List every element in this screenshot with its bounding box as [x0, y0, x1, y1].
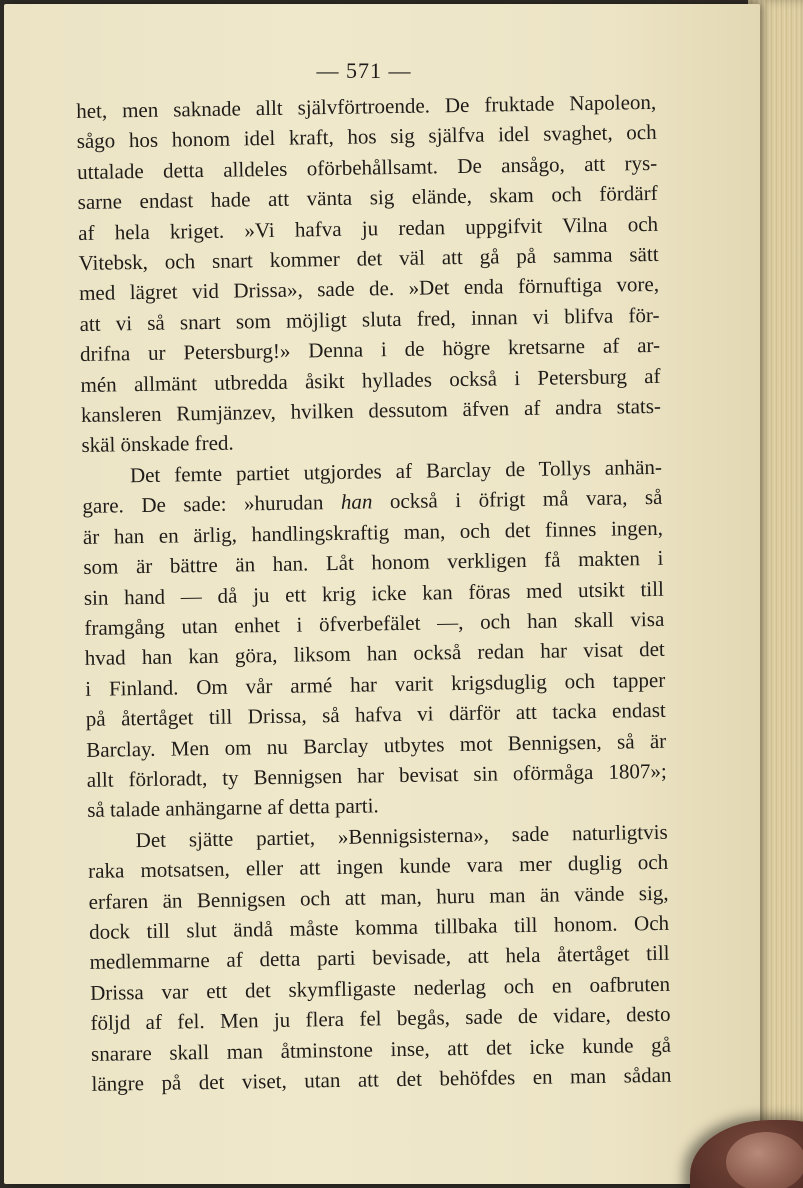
text-line: skäl önskade fred. — [81, 431, 234, 458]
text-line: i Finland. Om vår armé har varit krigsduglig och tapper — [85, 667, 666, 701]
text-line: mén allmänt utbredda åsikt hyllades också i Petersburg af — [80, 363, 661, 397]
text-line: Vitebsk, och snart kommer det väl att gå på samma sätt — [78, 241, 659, 276]
text-fragment: gare. De sade: »hurudan — [82, 490, 324, 519]
text-line: med lägret vid Drissa», sade de. »Det enda förnuftiga vore, — [78, 272, 660, 306]
text-line: erfaren än Bennigsen och att man, huru man än vände sig, — [88, 880, 669, 914]
text-line: Barclay. Men om nu Barclay utbytes mot Bennigsen, så är — [86, 728, 667, 762]
text-line: uttalade detta alldeles oförbehållsamt. De ansågo, att rys- — [77, 150, 658, 184]
text-line: Drissa var ett det skymfligaste nederlag och en oafbruten — [89, 971, 671, 1005]
text-line: följd af fel. Men ju flera fel begås, sade de vidare, desto — [90, 1001, 671, 1036]
text-line: het, men saknade allt självförtroende. De fruktade Napoleon, — [76, 89, 657, 123]
text-line: längre på det viset, utan att det behöfdes en man sådan — [91, 1062, 672, 1096]
text-line: drifna ur Petersburg!» Denna i de högre kretsarne af ar- — [79, 333, 661, 367]
text-line: allt förloradt, ty Bennigsen har bevisat sin oförmåga 1807»; — [86, 758, 667, 792]
page-number: — 571 — — [316, 58, 412, 83]
text-line: att vi så snart som möjligt sluta fred, innan vi blifva för- — [79, 302, 660, 336]
text-fragment: också i öfrigt må vara, så — [389, 485, 663, 514]
book-page — [4, 4, 760, 1184]
text-line: Det femte partiet utgjordes af Barclay de Tollys anhän- — [129, 454, 663, 488]
body-text — [76, 87, 672, 1099]
text-line: så talade anhängarne af detta parti. — [87, 793, 379, 823]
text-line: medlemmarne af detta parti bevisade, att hela återtåget till — [89, 941, 670, 975]
text-line: är han en ärlig, handlingskraftig man, och det finnes ingen, — [82, 515, 664, 549]
text-line: sågo hos honom idel kraft, hos sig själfva idel svaghet, och — [76, 120, 657, 154]
text-line: sarne endast hade att vänta sig elände, skam och fördärf — [77, 181, 658, 215]
text-line: raka motsatsen, eller att ingen kunde vara mer duglig och — [87, 849, 669, 884]
text-line: snarare skall man åtminstone inse, att det icke kunde gå — [90, 1032, 672, 1066]
text-line: af hela kriget. »Vi hafva ju redan uppgifvit Vilna och — [77, 211, 659, 245]
italic-word: han — [340, 489, 373, 515]
text-line: sin hand — då ju ett krig icke kan föras med utsikt till — [83, 576, 664, 610]
text-line: Det sjätte partiet, »Bennigsisterna», sade naturligtvis — [135, 819, 668, 852]
text-line: hvad han kan göra, liksom han också redan har visat det — [84, 637, 665, 671]
thumb-nail — [726, 1132, 803, 1188]
text-line: som är bättre än han. Låt honom verkligen få makten i — [83, 545, 664, 580]
text-line: framgång utan enhet i öfverbefälet —, och han skall visa — [84, 606, 665, 640]
text-line: på återtåget till Drissa, så hafva vi därför att tacka endast — [85, 697, 666, 732]
text-line: dock till slut ändå måste komma tillbaka till honom. Och — [88, 910, 670, 944]
text-line: kansleren Rumjänzev, hvilken dessutom äfven af andra stats- — [80, 393, 662, 428]
